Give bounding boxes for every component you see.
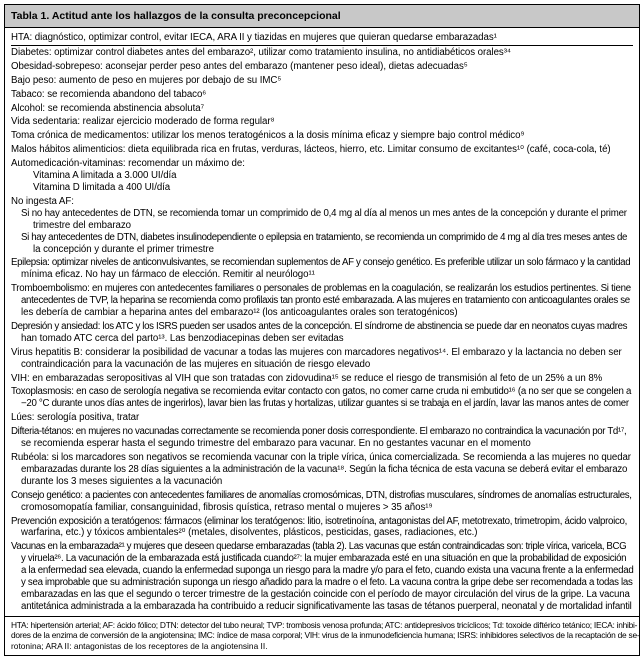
footnote-line: HTA: hipertensión arterial; AF: ácido fólico; DTN: detector del tubo neural; TVP: trombosis venosa profunda; ATC: antidepresivos tricíclicos; Td: toxoide diftérico tetánico; IECA: inhibi- bbox=[11, 619, 638, 630]
row-text: Alcohol: se recomienda abstinencia absoluta⁷ bbox=[11, 102, 205, 114]
row-hepatitis-b bbox=[11, 346, 633, 372]
row-text: Vitamina D limitada a 400 UI/día bbox=[33, 181, 171, 193]
row-text: se recomienda esperar hasta el segundo trimestre del embarazo para vacunar. En no gestantes vacunar en el momento bbox=[21, 438, 531, 450]
row-text: Virus hepatitis B: considerar la posibilidad de vacunar a todas las mujeres con marcadores negativos¹⁴. El embarazo y la lactancia no deben ser bbox=[11, 346, 622, 358]
row-hta bbox=[11, 31, 633, 46]
row-text: Epilepsia: optimizar niveles de anticonvulsivantes, se recomiendan suplementos de AF y consejo genético. Es preferible utilizar un solo fármaco y la cantidad bbox=[11, 257, 631, 269]
row-text: Toxoplasmosis: en caso de serología negativa se recomienda evitar contacto con gatos, no comer carne cruda ni embutido¹⁶ (a no ser que se congelen a bbox=[11, 386, 632, 398]
table-footnote bbox=[5, 616, 639, 656]
row-text: embarazadas durante los 28 días siguientes a la administración de la vacuna¹⁸. Según la ficha técnica de esta vacuna se deberá evitar el embarazo bbox=[21, 463, 628, 475]
row-text: Difteria-tétanos: en mujeres no vacunadas correctamente se recomienda poner dosis correspondiente. El embarazo no contraindica la vacunación por Td¹⁷, bbox=[11, 426, 627, 438]
row-text: a la enfermedad sea elevada, cuando la enfermedad suponga un riesgo para la madre y/o para el feto, cuando exista una vacuna frente a la enfermedad bbox=[21, 565, 634, 577]
row-text: durante los 3 meses siguientes a la vacunación bbox=[21, 475, 223, 487]
row-text: Rubéola: si los marcadores son negativos se recomienda vacunar con la triple vírica, única comercializada. Se recomienda a las mujeres no quedar bbox=[11, 452, 631, 463]
row-text: embarazadas en las que el segundo o tercer trimestre de la gestación coincide con el período de mayor circulación del virus de la gripe. La vacuna bbox=[21, 588, 630, 600]
row-text: Tabaco: se recomienda abandono del tabaco⁶ bbox=[11, 88, 207, 100]
row-habitos-alimenticios bbox=[11, 143, 633, 157]
row-text: Depresión y ansiedad: los ATC y los ISRS pueden ser usados antes de la concepción. El síndrome de abstinencia se puede dar en neonatos cuyas madres bbox=[11, 320, 628, 332]
row-bajo-peso bbox=[11, 74, 633, 88]
row-text: Si hay antecedentes de DTN, diabetes insulinodependiente o epilepsia en tratamiento, se recomienda un comprimido de 4 mg al día tres meses antes de bbox=[21, 231, 628, 243]
row-text: y sea improbable que su administración suponga un riesgo añadido para la madre o el feto. La vacuna contra la gripe debe ser recomendada a todas las bbox=[21, 577, 633, 589]
row-text: Bajo peso: aumento de peso en mujeres por debajo de su IMC⁵ bbox=[11, 74, 282, 86]
row-text: cromosomopatía familiar, consanguinidad, fibrosis quística, retraso mental o mujeres > 35 años¹⁹ bbox=[21, 501, 433, 513]
row-text: Lúes: serología positiva, tratar bbox=[11, 412, 140, 424]
row-depresion bbox=[11, 320, 633, 346]
row-automedicacion bbox=[11, 157, 633, 195]
row-text: contraindicación para la vacunación de las mujeres en situación de riesgo elevado bbox=[21, 358, 371, 370]
row-text: Automedicación-vitaminas: recomendar un máximo de: bbox=[11, 158, 245, 170]
footnote-line: dores de la enzima de conversión de la angiotensina; IMC: índice de masa corporal; VIH: virus de la inmunodeficiencia humana; ISRS: inhibidores selectivos de la recaptación de se- bbox=[11, 630, 640, 641]
row-text: Tromboembolismo: en mujeres con antedecentes familiares o personales de problemas en la coagulación, se realizarán los estudios pertinentes. Si tiene bbox=[11, 283, 631, 295]
row-text: mínima eficaz. No hay un fármaco de elección. Remitir al neurólogo¹¹ bbox=[21, 269, 315, 281]
row-diabetes bbox=[11, 46, 633, 60]
row-text: HTA: diagnóstico, optimizar control, evitar IECA, ARA II y tiazidas en mujeres que quieran quedarse embarazadas¹ bbox=[11, 32, 497, 43]
row-text: han tomado ATC cerca del parto¹³. Las benzodiacepinas deben ser evitadas bbox=[21, 332, 344, 344]
row-text: Toma crónica de medicamentos: utilizar los menos teratogénicos a la dosis mínima eficaz y siempre bajo control médico⁹ bbox=[11, 130, 525, 142]
row-text: Si no hay antecedentes de DTN, se recomienda tomar un comprimido de 0,4 mg al día al menos un mes antes de la concepción y durante el primer bbox=[21, 207, 627, 219]
row-text: Diabetes: optimizar control diabetes antes del embarazo², utilizar como tratamiento insulina, no antidiabéticos orales³⁴ bbox=[11, 46, 512, 58]
row-teratogenos bbox=[11, 515, 633, 541]
row-text: la concepción y durante el primer trimestre bbox=[33, 243, 214, 255]
row-text: No ingesta AF: bbox=[11, 195, 74, 207]
row-text: Consejo genético: a pacientes con antecedentes familiares de anomalías cromosómicas, DTN, distrofias musculares, síndromes de anomalías estructurales, bbox=[11, 489, 632, 501]
row-text: Vitamina A limitada a 3.000 UI/día bbox=[33, 170, 177, 182]
row-tromboembolismo bbox=[11, 282, 633, 320]
row-text: Prevención exposición a teratógenos: fármacos (eliminar los teratógenos: litio, isotretinoína, antagonistas del AF, metotrexato, trimetropim, ácido valproico, bbox=[11, 515, 627, 527]
row-text: VIH: en embarazadas seropositivas al VIH que son tratadas con zidovudina¹⁵ se reduce el riesgo de transmisión al feto de un 25% a un 8% bbox=[11, 372, 603, 384]
table-body bbox=[5, 28, 639, 616]
row-text: antecedentes de TVP, la heparina se recomienda como profilaxis tan pronto esté embarazada. A las mujeres en tratamiento con anticoagulantes orales se bbox=[21, 295, 630, 307]
row-text: Obesidad-sobrepeso: aconsejar perder peso antes del embarazo (mantener peso ideal), dietas adecuadas⁵ bbox=[11, 60, 468, 72]
row-toxoplasmosis bbox=[11, 385, 633, 411]
row-text: antitetánica administrada a la embarazada ha contribuido a reducir significativamente las tasas de tétanos puerperal, neonatal y de mortalidad infantil bbox=[21, 600, 632, 612]
row-text: les debería de cambiar a heparina antes del embarazo¹² (los anticoagulantes orales son teratogénicos) bbox=[21, 307, 458, 319]
row-text: Malos hábitos alimenticios: dieta equilibrada rica en frutas, verduras, lácteos, hierro, etc. Limitar consumo de excitantes¹⁰ (café, coca-cola, té) bbox=[11, 144, 611, 156]
row-alcohol bbox=[11, 102, 633, 116]
row-no-ingesta-af bbox=[11, 195, 633, 257]
row-epilepsia bbox=[11, 256, 633, 282]
row-vacunas bbox=[11, 540, 633, 613]
row-lues bbox=[11, 411, 633, 425]
row-tabaco bbox=[11, 88, 633, 102]
row-text: Vida sedentaria: realizar ejercicio moderado de forma regular⁸ bbox=[11, 116, 275, 128]
row-text: −20 °C durante unos días antes de ingerirlos), lavar bien las frutas y hortalizas, utilizar guantes si se trabaja en el jardín, lavar las manos antes de comer bbox=[21, 398, 629, 410]
row-obesidad bbox=[11, 60, 633, 74]
row-medicamentos bbox=[11, 129, 633, 143]
row-rubeola bbox=[11, 451, 633, 489]
row-vida-sedentaria bbox=[11, 115, 633, 129]
footnote-line: rotonina; ARA II: antagonistas de los receptores de la angiotensina II. bbox=[11, 640, 268, 651]
row-vih bbox=[11, 372, 633, 386]
row-text: trimestre del embarazo bbox=[33, 219, 131, 231]
row-text: Vacunas en la embarazada²¹ y mujeres que deseen quedarse embarazadas (tabla 2). Las vacunas que están contraindicadas son: triple vírica, varicela, BCG bbox=[11, 541, 627, 553]
table-1 bbox=[4, 4, 640, 656]
row-difteria-tetanos bbox=[11, 425, 633, 451]
row-text: y viruela²⁶. La vacunación de la embarazada está justificada cuando²⁷: la mujer embarazada esté en una situación en que la probabilidad de exposición bbox=[21, 553, 627, 565]
row-consejo-genetico bbox=[11, 489, 633, 515]
table-title: Tabla 1. Actitud ante los hallazgos de la consulta preconcepcional bbox=[5, 5, 639, 28]
row-text: warfarina, etc.) y tóxicos ambientales²⁰ (metales, disolventes, plásticos, pesticidas, gases, radiaciones, etc.) bbox=[21, 527, 478, 539]
